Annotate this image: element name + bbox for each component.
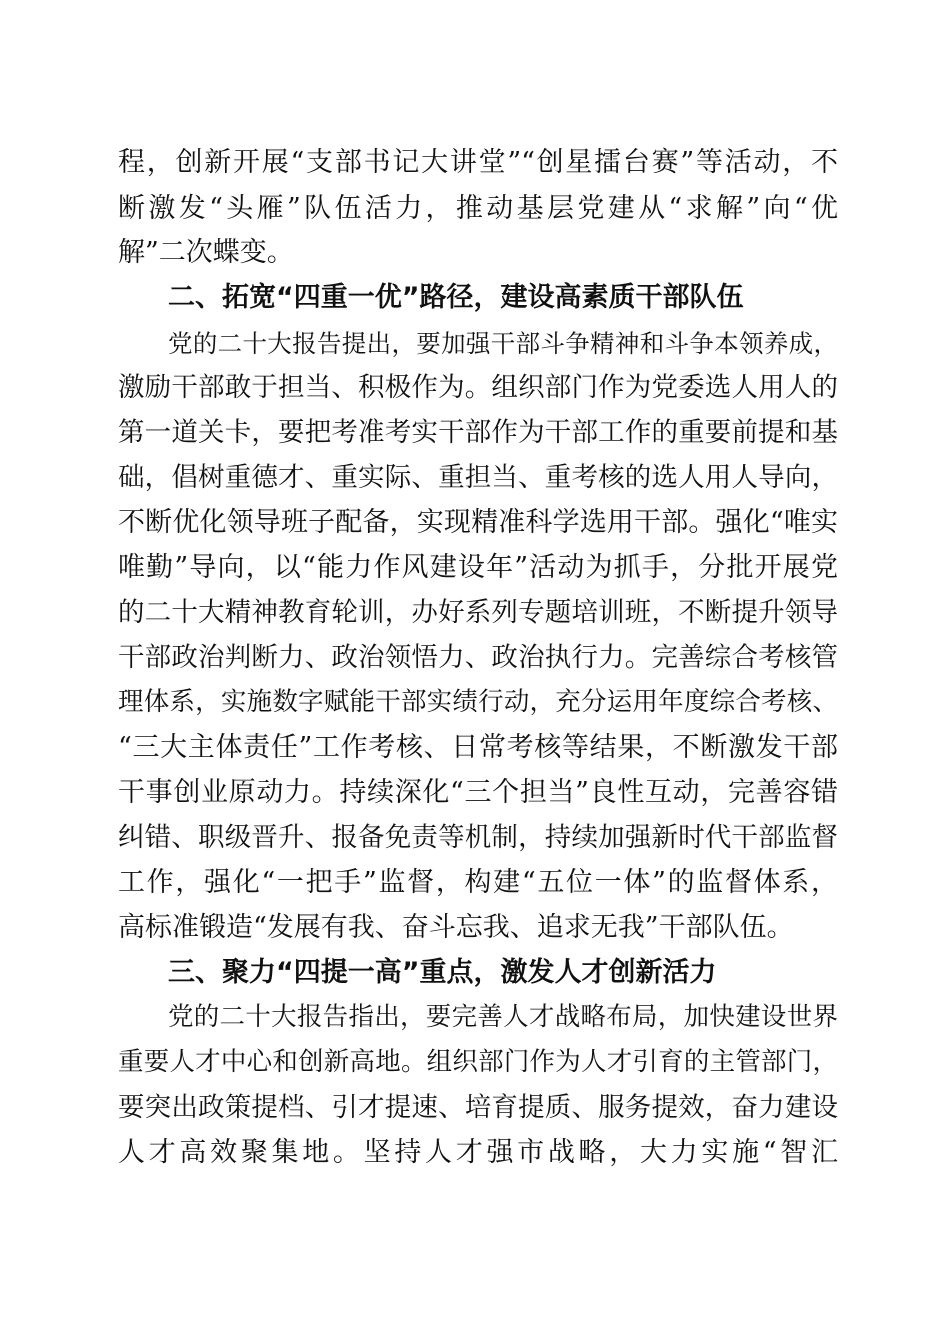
paragraph-line: 理体系，实施数字赋能干部实绩行动，充分运用年度综合考核、 (118, 687, 838, 717)
paragraph-line: 纠错、职级晋升、报备免责等机制，持续加强新时代干部监督 (118, 822, 838, 853)
paragraph-line: 断激发“头雁”队伍活力，推动基层党建从“求解”向“优 (118, 193, 838, 224)
paragraph-line: 党的二十大报告指出，要完善人才战略布局，加快建设世界 (168, 1002, 838, 1032)
paragraph-line: 干部政治判断力、政治领悟力、政治执行力。完善综合考核管 (118, 642, 838, 673)
paragraph-line: 的二十大精神教育轮训，办好系列专题培训班，不断提升领导 (118, 597, 838, 628)
paragraph-line: 第一道关卡，要把考准考实干部作为干部工作的重要前提和基 (118, 417, 838, 448)
paragraph-line: 工作，强化“一把手”监督，构建“五位一体”的监督体系， (118, 867, 838, 898)
paragraph-line: 激励干部敢于担当、积极作为。组织部门作为党委选人用人的 (118, 372, 838, 403)
section-heading-2: 二、拓宽“四重一优”路径，建设高素质干部队伍 (168, 282, 744, 313)
paragraph-line: 重要人才中心和创新高地。组织部门作为人才引育的主管部门， (118, 1047, 838, 1077)
paragraph-line: 人才高效聚集地。坚持人才强市战略，大力实施“智汇 (118, 1137, 838, 1168)
paragraph-line: 唯勤”导向，以“能力作风建设年”活动为抓手，分批开展党 (118, 552, 838, 583)
paragraph-line: 高标准锻造“发展有我、奋斗忘我、追求无我”干部队伍。 (118, 912, 794, 943)
paragraph-line: 不断优化领导班子配备，实现精准科学选用干部。强化“唯实 (118, 507, 838, 538)
paragraph-line: 程，创新开展“支部书记大讲堂”“创星擂台赛”等活动，不 (118, 147, 838, 178)
paragraph-line: “三大主体责任”工作考核、日常考核等结果，不断激发干部 (118, 732, 838, 763)
paragraph-line: 要突出政策提档、引才提速、培育提质、服务提效，奋力建设 (118, 1092, 838, 1123)
paragraph-line: 解”二次蝶变。 (118, 237, 294, 268)
paragraph-line: 干事创业原动力。持续深化“三个担当”良性互动，完善容错 (118, 777, 838, 808)
paragraph-line: 础，倡树重德才、重实际、重担当、重考核的选人用人导向， (118, 462, 838, 493)
section-heading-3: 三、聚力“四提一高”重点，激发人才创新活力 (168, 957, 717, 988)
paragraph-line: 党的二十大报告提出，要加强干部斗争精神和斗争本领养成， (168, 329, 838, 358)
